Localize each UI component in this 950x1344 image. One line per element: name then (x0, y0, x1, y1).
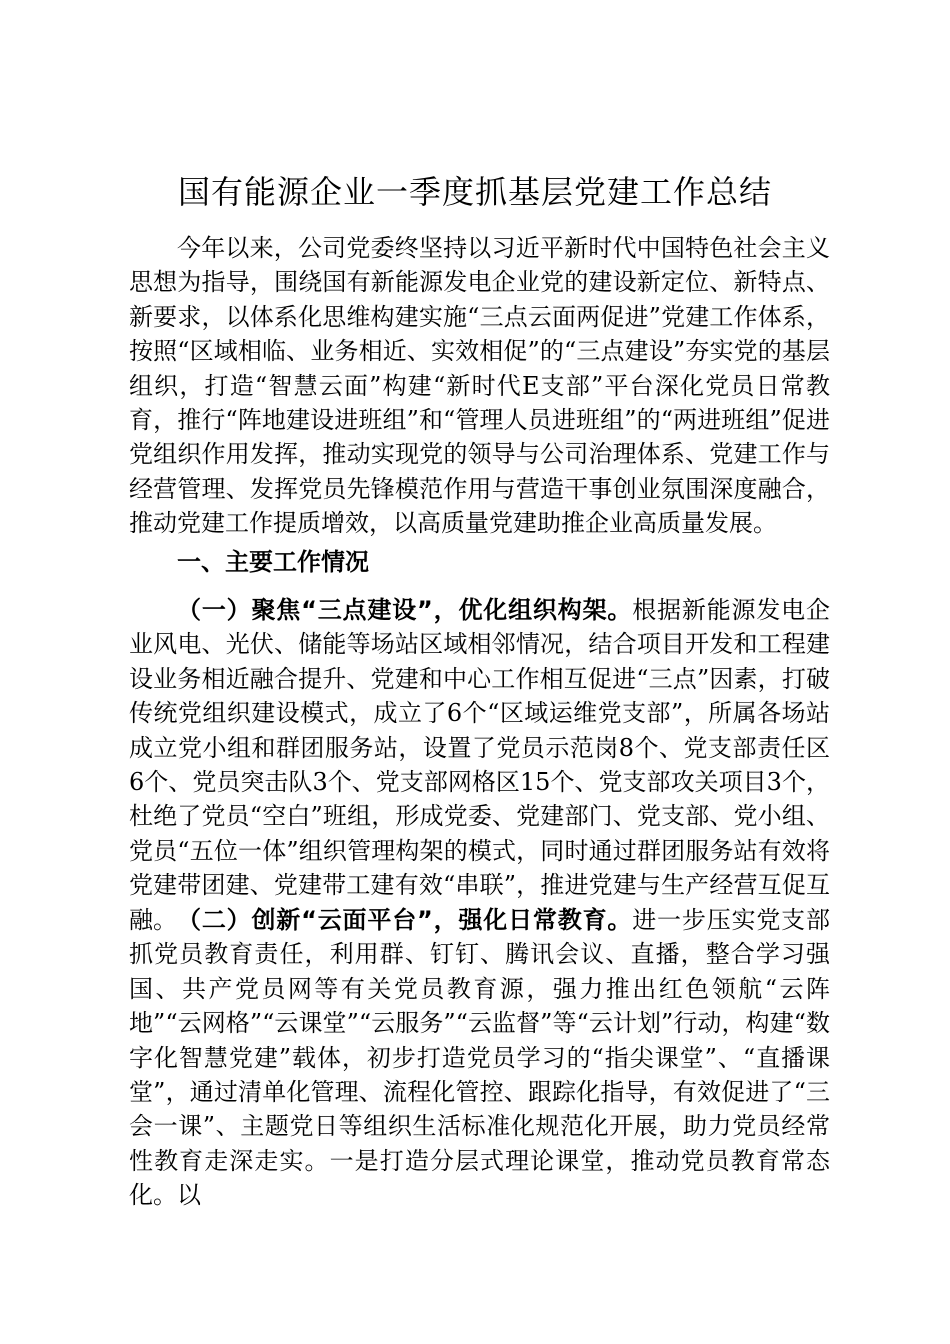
paragraph-education-text: 进一步压实党支部抓党员教育责任，利用群、钉钉、腾讯会议、直播，整合学习强国、共产党员网等有关党员教育源，强力推出红色领航“云阵地”“云网格”“云课堂”“云服务”“云监督”等“云计划”行动，构建“数字化智慧党建”载体，初步打造党员学习的“指尖课堂”、“直播课堂”，通过清单化管理、流程化管控、跟踪化指导，有效促进了“三会一课”、主题党日等组织生活标准化规范化开展，助力党员经常性教育走深走实。一是打造分层式理论课堂，推动党员教育常态化。以 (129, 906, 831, 1210)
document-title: 国有能源企业一季度抓基层党建工作总结 (177, 173, 772, 211)
paragraph-education-lead: （二）创新“云面平台”，强化日常教育。 (177, 906, 633, 934)
section-heading: 一、主要工作情况 (177, 548, 369, 576)
paragraph-education (129, 903, 830, 1213)
paragraph-organization-lead: （一）聚焦“三点建设”，优化组织构架。 (177, 596, 633, 624)
intro-paragraph: 今年以来，公司党委终坚持以习近平新时代中国特色社会主义思想为指导，围绕国有新能源发电企业党的建设新定位、新特点、新要求，以体系化思维构建实施“三点云面两促进”党建工作体系，按照“区域相临、业务相近、实效相促”的“三点建设”夯实党的基层组织，打造“智慧云面”构建“新时代E支部”平台深化党员日常教育，推行“阵地建设进班组”和“管理人员进班组”的“两进班组”促进党组织作用发挥，推动实现党的领导与公司治理体系、党建工作与经营管理、发挥党员先锋模范作用与营造干事创业氛围深度融合，推动党建工作提质增效，以高质量党建助推企业高质量发展。 (129, 234, 830, 538)
paragraph-organization (129, 593, 830, 937)
paragraph-organization-text: 根据新能源发电企业风电、光伏、储能等场站区域相邻情况，结合项目开发和工程建设业务相近融合提升、党建和中心工作相互促进“三点”因素，打破传统党组织建设模式，成立了6个“区域运维党支部”，所属各场站成立党小组和群团服务站，设置了党员示范岗8个、党支部责任区6个、党员突击队3个、党支部网格区15个、党支部攻关项目3个，杜绝了党员“空白”班组，形成党委、党建部门、党支部、党小组、党员“五位一体”组织管理构架的模式，同时通过群团服务站有效将党建带团建、党建带工建有效“串联”，推进党建与生产经营互促互融。 (129, 596, 831, 934)
